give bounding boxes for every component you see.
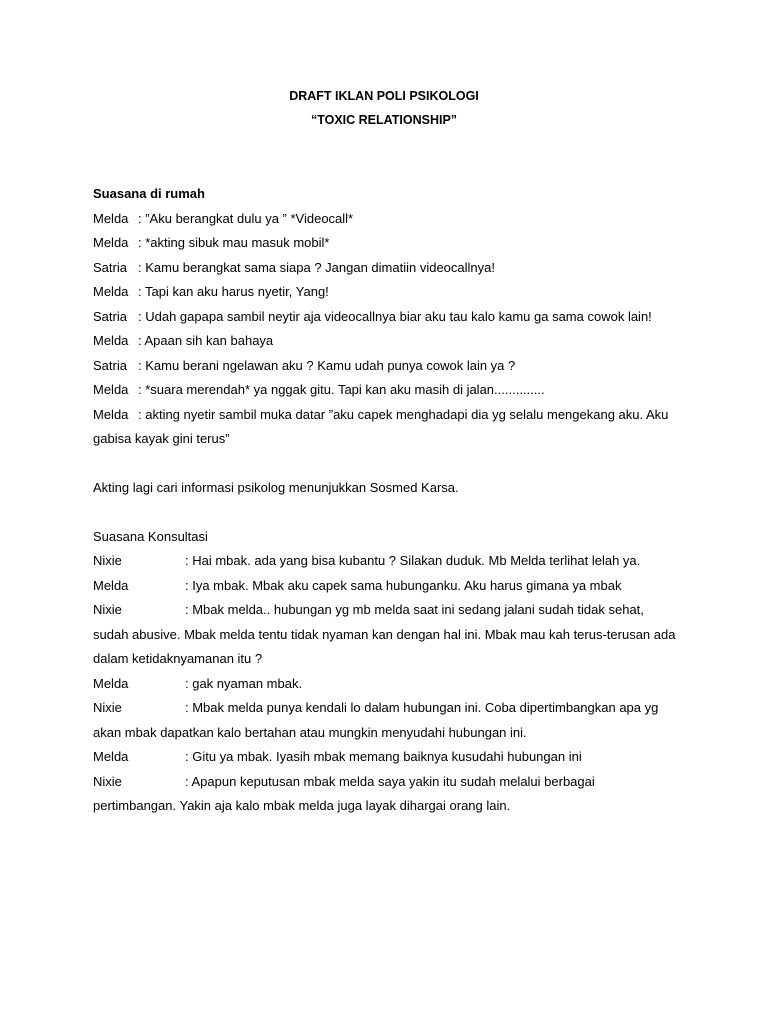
scene-heading-home: Suasana di rumah — [93, 186, 205, 201]
dialogue-text: : akting nyetir sambil muka datar ”aku capek menghadapi dia yg selalu mengekang aku. Aku — [138, 407, 669, 422]
speaker-name: Satria — [93, 358, 127, 373]
scene-heading-consultation: Suasana Konsultasi — [93, 529, 208, 544]
document-title: DRAFT IKLAN POLI PSIKOLOGI — [289, 89, 479, 103]
speaker-name: Melda — [93, 284, 129, 299]
dialogue-text: : Kamu berani ngelawan aku ? Kamu udah punya cowok lain ya ? — [138, 358, 516, 373]
dialogue-text: : Kamu berangkat sama siapa ? Jangan dimatiin videocallnya! — [138, 260, 495, 275]
dialogue-text: : ”Aku berangkat dulu ya ” *Videocall* — [138, 211, 354, 226]
speaker-name: Melda — [93, 235, 129, 250]
dialogue-text: : Apaan sih kan bahaya — [138, 333, 274, 348]
speaker-name: Nixie — [93, 774, 122, 789]
speaker-name: Melda — [93, 211, 129, 226]
speaker-name: Melda — [93, 749, 129, 764]
dialogue-continuation: gabisa kayak gini terus” — [93, 431, 230, 446]
speaker-name: Nixie — [93, 553, 122, 568]
speaker-name: Melda — [93, 407, 129, 422]
dialogue-text: : Mbak melda punya kendali lo dalam hubungan ini. Coba dipertimbangkan apa yg — [185, 700, 659, 715]
document-subtitle: “TOXIC RELATIONSHIP” — [310, 113, 458, 127]
dialogue-continuation: sudah abusive. Mbak melda tentu tidak nyaman kan dengan hal ini. Mbak mau kah terus-terusan ada — [93, 627, 676, 642]
dialogue-text: : Mbak melda.. hubungan yg mb melda saat ini sedang jalani sudah tidak sehat, — [185, 602, 644, 617]
dialogue-text: : Gitu ya mbak. Iyasih mbak memang baiknya kusudahi hubungan ini — [185, 749, 582, 764]
speaker-name: Melda — [93, 333, 129, 348]
speaker-name: Melda — [93, 676, 129, 691]
dialogue-continuation: pertimbangan. Yakin aja kalo mbak melda juga layak dihargai orang lain. — [93, 798, 511, 813]
dialogue-text: : *akting sibuk mau masuk mobil* — [138, 235, 330, 250]
speaker-name: Satria — [93, 309, 127, 324]
dialogue-text: : gak nyaman mbak. — [185, 676, 303, 691]
dialogue-text: : Iya mbak. Mbak aku capek sama hubunganku. Aku harus gimana ya mbak — [185, 578, 622, 593]
speaker-name: Melda — [93, 578, 129, 593]
speaker-name: Nixie — [93, 602, 122, 617]
dialogue-continuation: akan mbak dapatkan kalo bertahan atau mungkin menyudahi hubungan ini. — [93, 725, 527, 740]
speaker-name: Melda — [93, 382, 129, 397]
speaker-name: Satria — [93, 260, 127, 275]
dialogue-text: : *suara merendah* ya nggak gitu. Tapi kan aku masih di jalan.............. — [138, 382, 545, 397]
dialogue-text: : Hai mbak. ada yang bisa kubantu ? Silakan duduk. Mb Melda terlihat lelah ya. — [185, 553, 641, 568]
transition-text: Akting lagi cari informasi psikolog menunjukkan Sosmed Karsa. — [93, 480, 459, 495]
speaker-name: Nixie — [93, 700, 122, 715]
dialogue-text: : Tapi kan aku harus nyetir, Yang! — [138, 284, 329, 299]
dialogue-text: : Udah gapapa sambil neytir aja videocallnya biar aku tau kalo kamu ga sama cowok lain! — [138, 309, 652, 324]
dialogue-text: : Apapun keputusan mbak melda saya yakin itu sudah melalui berbagai — [185, 774, 595, 789]
dialogue-continuation: dalam ketidaknyamanan itu ? — [93, 651, 263, 666]
